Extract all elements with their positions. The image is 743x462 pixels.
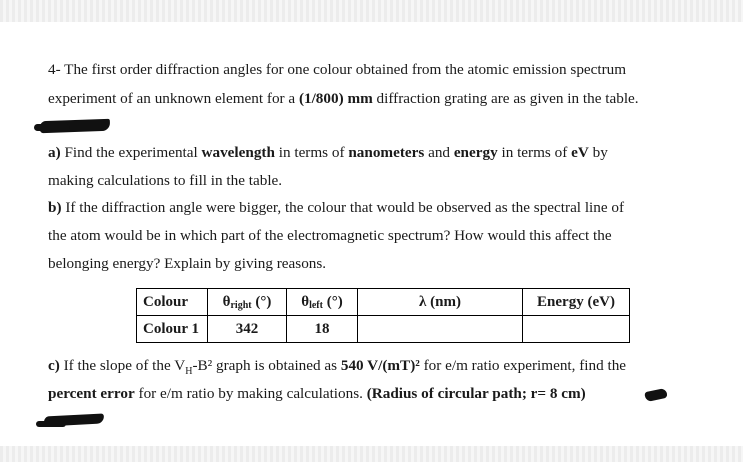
cell-energy bbox=[523, 316, 630, 343]
text-segment: If the diffraction angle were bigger, the colour that would be observed as the spectral line of bbox=[61, 199, 625, 216]
table-header-row bbox=[137, 289, 630, 316]
degree-unit: (°) bbox=[251, 293, 272, 310]
header-colour: Colour bbox=[137, 289, 208, 316]
slope-value: 540 V/(mT)² bbox=[340, 357, 420, 374]
theta-symbol: θ bbox=[301, 293, 310, 310]
keyword-energy: energy bbox=[453, 144, 498, 161]
text-segment: in terms of bbox=[497, 144, 572, 161]
keyword-ev: eV bbox=[571, 144, 589, 161]
text-segment: experiment of an unknown element for a bbox=[48, 90, 299, 107]
keyword-nanometers: nanometers bbox=[348, 144, 425, 161]
header-energy: Energy (eV) bbox=[523, 289, 630, 316]
header-theta-left bbox=[287, 289, 358, 316]
text-segment: If the slope of the V bbox=[59, 357, 186, 374]
question-line-2 bbox=[48, 90, 639, 108]
part-a-line-2 bbox=[48, 172, 282, 190]
top-page-edge bbox=[0, 0, 743, 22]
text-segment: and bbox=[424, 144, 454, 161]
text-segment: in terms of bbox=[274, 144, 349, 161]
table-row bbox=[137, 316, 630, 343]
redaction-mark bbox=[34, 124, 70, 131]
question-line-1 bbox=[48, 61, 626, 79]
grating-value: (1/800) mm bbox=[298, 90, 373, 107]
cell-colour: Colour 1 bbox=[137, 316, 208, 343]
cell-lambda bbox=[358, 316, 523, 343]
text-segment: making calculations to fill in the table. bbox=[48, 172, 283, 189]
keyword-wavelength: wavelength bbox=[201, 144, 275, 161]
theta-symbol: θ bbox=[222, 293, 231, 310]
part-b-label: b) bbox=[48, 199, 62, 216]
part-a-label: a) bbox=[48, 144, 61, 161]
degree-unit: (°) bbox=[322, 293, 343, 310]
part-a-line-1 bbox=[48, 144, 608, 162]
part-b-line-3 bbox=[48, 255, 326, 273]
text-segment: diffraction grating are as given in the table. bbox=[372, 90, 639, 107]
subscript-left: left bbox=[309, 299, 323, 311]
text-segment: for e/m ratio experiment, find the bbox=[419, 357, 627, 374]
keyword-percent-error: percent error bbox=[48, 385, 135, 402]
cell-theta-right: 342 bbox=[208, 316, 287, 343]
redaction-mark bbox=[36, 421, 66, 427]
part-c-label: c) bbox=[48, 357, 60, 374]
subscript-right: right bbox=[230, 299, 252, 311]
results-table bbox=[136, 288, 630, 343]
text-segment: Find the experimental bbox=[60, 144, 202, 161]
part-b-line-1 bbox=[48, 199, 624, 217]
part-c-line-2 bbox=[48, 385, 586, 403]
part-c-line-1 bbox=[48, 357, 626, 381]
text-segment: belonging energy? Explain by giving reasons. bbox=[48, 255, 327, 272]
subscript-h: H bbox=[185, 366, 193, 378]
text-segment: for e/m ratio by making calculations. bbox=[134, 385, 367, 402]
part-b-line-2 bbox=[48, 227, 612, 245]
question-intro-text: 4- The first order diffraction angles for one colour obtained from the atomic emission spectrum bbox=[48, 61, 627, 78]
radius-info: (Radius of circular path; r= 8 cm) bbox=[366, 385, 586, 402]
text-segment: by bbox=[588, 144, 608, 161]
cell-theta-left: 18 bbox=[287, 316, 358, 343]
header-lambda: λ (nm) bbox=[358, 289, 523, 316]
bottom-page-edge bbox=[0, 446, 743, 462]
text-segment: the atom would be in which part of the electromagnetic spectrum? How would this affect the bbox=[48, 227, 612, 244]
header-theta-right bbox=[208, 289, 287, 316]
text-segment: -B² graph is obtained as bbox=[192, 357, 341, 374]
redaction-mark bbox=[644, 388, 668, 402]
